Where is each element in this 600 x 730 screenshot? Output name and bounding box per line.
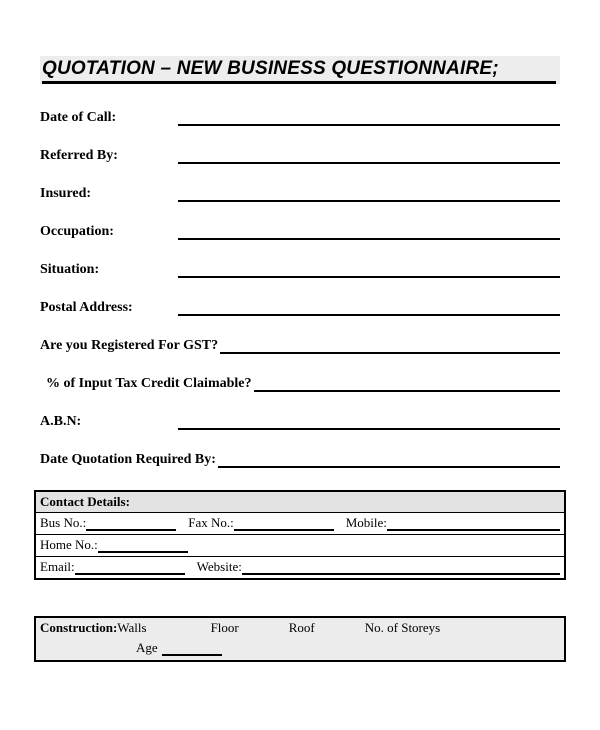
field-label: Referred By:: [40, 148, 118, 163]
bus-no-label: Bus No.:: [40, 515, 87, 530]
field-label: % of Input Tax Credit Claimable?: [46, 376, 252, 391]
contact-details-table: [34, 490, 566, 580]
field-label: Insured:: [40, 186, 92, 201]
blank-line: [234, 517, 334, 531]
blank-line: [162, 642, 222, 656]
blank-line: [242, 561, 560, 575]
construction-label: Construction:: [40, 620, 118, 635]
field-row-referred-by: [40, 148, 560, 164]
age-label: Age: [136, 640, 158, 655]
construction-row-main: [40, 620, 560, 636]
field-row-gst-registered: [40, 338, 560, 354]
contact-row-phone: [36, 513, 564, 535]
blank-line: [178, 148, 560, 164]
title-bar: [40, 56, 560, 84]
field-label: Date of Call:: [40, 110, 117, 125]
blank-line: [178, 186, 560, 202]
walls-label: Walls: [117, 620, 147, 635]
blank-line: [220, 338, 560, 354]
no-of-storeys-label: No. of Storeys: [364, 620, 441, 635]
contact-row-home: [36, 535, 564, 557]
home-no-label: Home No.:: [40, 537, 98, 552]
field-label: Date Quotation Required By:: [40, 452, 216, 467]
contact-details-header: Contact Details:: [36, 492, 564, 513]
blank-line: [254, 376, 561, 392]
field-row-occupation: [40, 224, 560, 240]
construction-row-age: [40, 640, 560, 656]
blank-line: [178, 300, 560, 316]
field-row-input-tax-credit: [40, 376, 560, 392]
field-label: Occupation:: [40, 224, 114, 239]
roof-label: Roof: [288, 620, 315, 635]
page-title: QUOTATION – NEW BUSINESS QUESTIONNAIRE;: [42, 58, 556, 84]
mobile-label: Mobile:: [345, 515, 387, 530]
field-row-abn: [40, 414, 560, 430]
construction-table: [34, 616, 566, 662]
blank-line: [178, 262, 560, 278]
floor-label: Floor: [210, 620, 239, 635]
field-label: Situation:: [40, 262, 100, 277]
blank-line: [86, 517, 176, 531]
blank-line: [218, 452, 560, 468]
field-row-situation: [40, 262, 560, 278]
field-label: Postal Address:: [40, 300, 133, 315]
website-label: Website:: [196, 559, 242, 574]
fax-no-label: Fax No.:: [188, 515, 234, 530]
blank-line: [387, 517, 560, 531]
field-row-insured: [40, 186, 560, 202]
email-label: Email:: [40, 559, 75, 574]
blank-line: [178, 224, 560, 240]
blank-line: [98, 539, 188, 553]
field-label: Are you Registered For GST?: [40, 338, 219, 353]
field-row-date-quotation-required: [40, 452, 560, 468]
field-row-postal-address: [40, 300, 560, 316]
field-label: A.B.N:: [40, 414, 82, 429]
field-row-date-of-call: [40, 110, 560, 126]
contact-row-email: [36, 557, 564, 578]
blank-line: [178, 110, 560, 126]
blank-line: [178, 414, 560, 430]
blank-line: [75, 561, 185, 575]
